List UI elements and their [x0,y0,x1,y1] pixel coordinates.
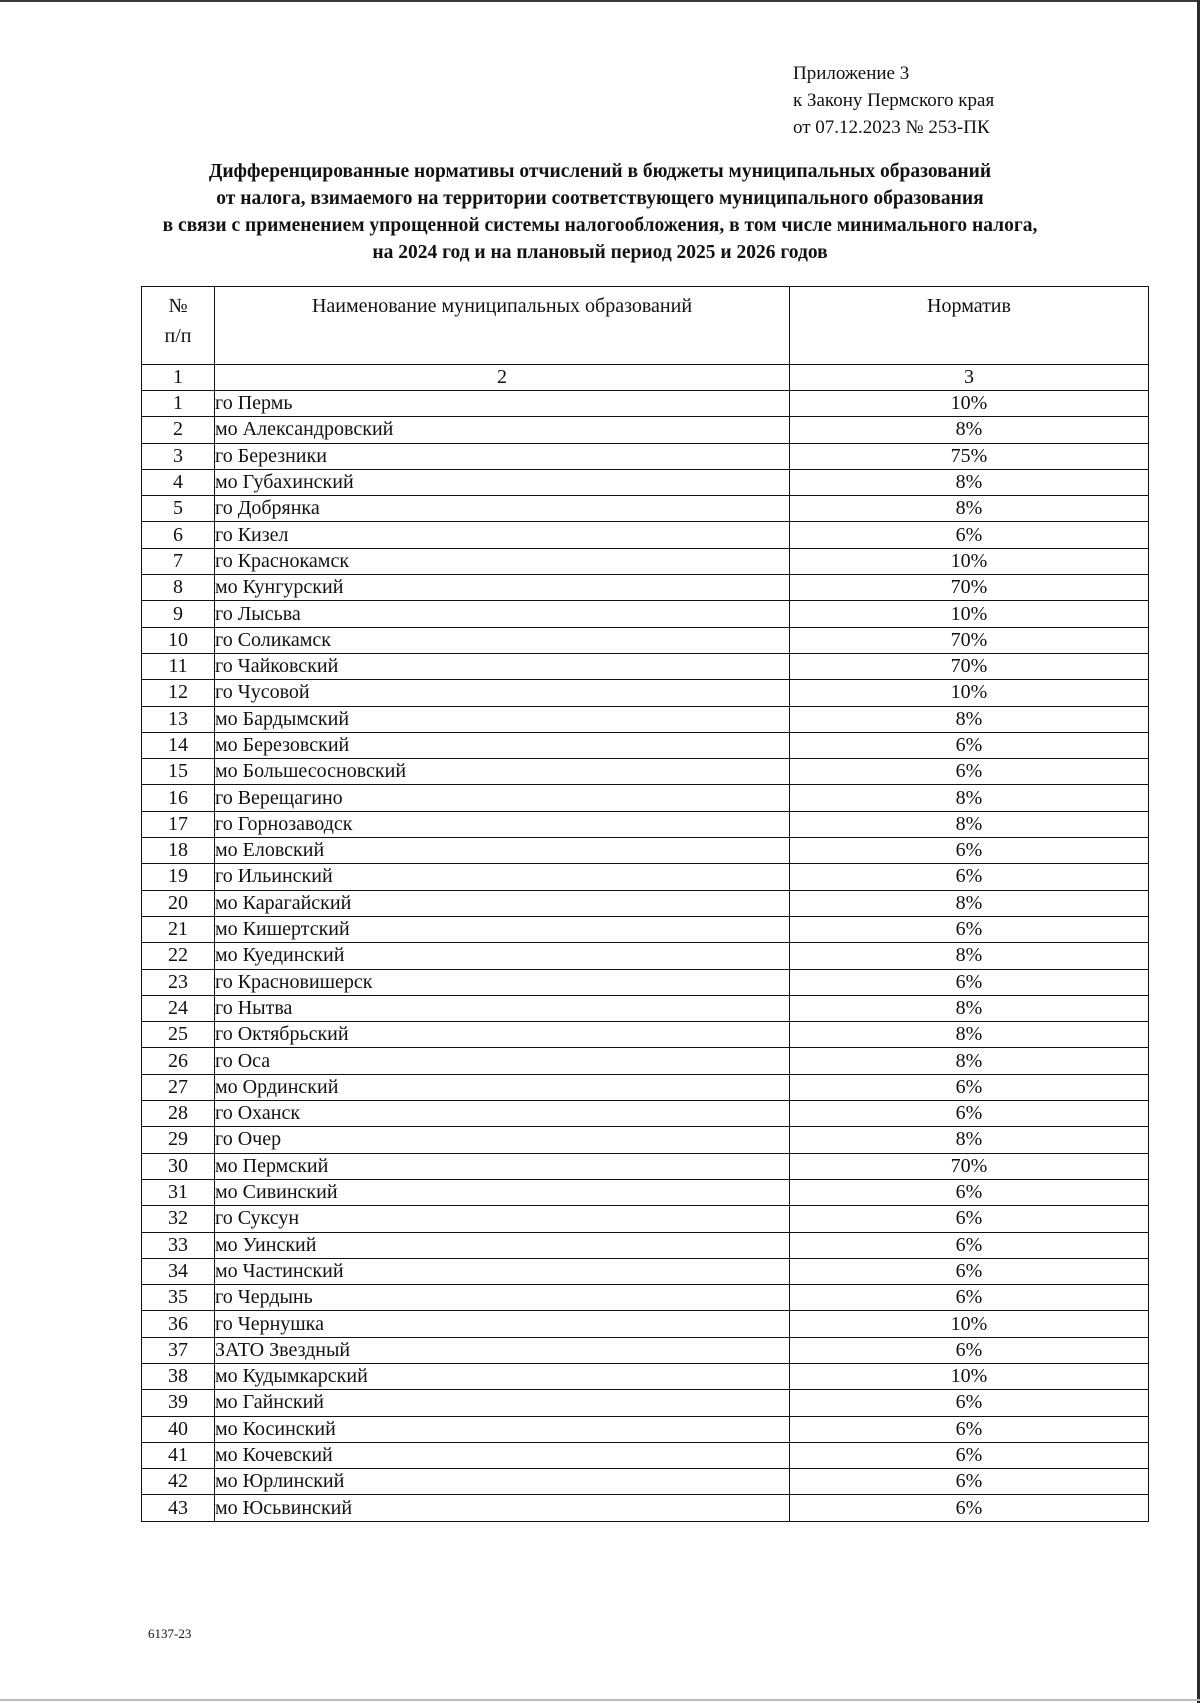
table-row [142,548,1149,574]
table-row [142,1074,1149,1100]
table-row [142,1285,1149,1311]
municipality-name: го Суксун [215,1206,790,1232]
norm-value: 6% [790,522,1149,548]
municipality-name: го Чернушка [215,1311,790,1337]
municipality-name: го Соликамск [215,627,790,653]
norm-value: 8% [790,417,1149,443]
norm-value: 6% [790,759,1149,785]
row-number: 2 [142,417,215,443]
row-number: 7 [142,548,215,574]
norm-value: 6% [790,969,1149,995]
municipality-name: мо Бардымский [215,706,790,732]
municipality-name: мо Кудымкарский [215,1363,790,1389]
norm-value: 8% [790,995,1149,1021]
norm-value: 8% [790,706,1149,732]
table-row [142,627,1149,653]
municipality-name: мо Куединский [215,943,790,969]
norm-value: 6% [790,732,1149,758]
norm-value: 8% [790,943,1149,969]
norm-value: 8% [790,1127,1149,1153]
document-code: 6137-23 [148,1626,192,1641]
row-number: 37 [142,1337,215,1363]
row-number: 3 [142,443,215,469]
municipality-name: мо Уинский [215,1232,790,1258]
row-number: 17 [142,811,215,837]
row-number: 18 [142,838,215,864]
row-number: 22 [142,943,215,969]
row-number: 33 [142,1232,215,1258]
norm-value: 10% [790,680,1149,706]
municipality-name: го Краснокамск [215,548,790,574]
table-row [142,838,1149,864]
row-number: 1 [142,391,215,417]
table-row [142,522,1149,548]
municipality-name: го Нытва [215,995,790,1021]
row-number: 35 [142,1285,215,1311]
norm-value: 70% [790,653,1149,679]
row-number: 13 [142,706,215,732]
norm-value: 6% [790,1469,1149,1495]
table-row [142,1311,1149,1337]
row-number: 34 [142,1258,215,1284]
row-number: 31 [142,1179,215,1205]
table-row [142,1442,1149,1468]
table-row [142,732,1149,758]
scan-edge-top [0,0,1200,2]
row-number: 40 [142,1416,215,1442]
municipality-name: мо Пермский [215,1153,790,1179]
norms-table [141,286,1149,1522]
norm-value: 70% [790,575,1149,601]
column-number-row [142,365,1149,391]
title-line-3: в связи с применением упрощенной системы налогообложения, в том числе минимального налога, [162,215,1038,236]
municipality-name: мо Кишертский [215,916,790,942]
table-row [142,969,1149,995]
municipality-name: го Кизел [215,522,790,548]
table-row [142,1048,1149,1074]
column-number-2: 2 [215,365,790,391]
table-row [142,943,1149,969]
norm-value: 8% [790,811,1149,837]
norm-value: 6% [790,1101,1149,1127]
row-number: 24 [142,995,215,1021]
row-number: 19 [142,864,215,890]
municipality-name: го Пермь [215,391,790,417]
municipality-name: мо Кочевский [215,1442,790,1468]
table-row [142,1127,1149,1153]
table-row [142,391,1149,417]
norm-value: 10% [790,391,1149,417]
title-line-4: на 2024 год и на плановый период 2025 и 2026 годов [372,242,828,263]
municipality-name: го Чердынь [215,1285,790,1311]
row-number: 26 [142,1048,215,1074]
table-row [142,811,1149,837]
municipality-name: мо Александровский [215,417,790,443]
norm-value: 10% [790,601,1149,627]
municipality-name: мо Частинский [215,1258,790,1284]
table-header-row [142,287,1149,365]
norm-value: 6% [790,1390,1149,1416]
norm-value: 70% [790,1153,1149,1179]
row-number: 9 [142,601,215,627]
municipality-name: мо Юрлинский [215,1469,790,1495]
norm-value: 75% [790,443,1149,469]
table-row [142,1022,1149,1048]
row-number: 27 [142,1074,215,1100]
table-row [142,1416,1149,1442]
document-title [100,158,1100,266]
norm-value: 6% [790,1258,1149,1284]
table-row [142,575,1149,601]
norm-value: 8% [790,469,1149,495]
table-row [142,706,1149,732]
norm-value: 10% [790,548,1149,574]
table-row [142,785,1149,811]
norm-value: 10% [790,1311,1149,1337]
norm-value: 8% [790,890,1149,916]
table-row [142,1179,1149,1205]
row-number: 41 [142,1442,215,1468]
table-row [142,496,1149,522]
header-number [142,287,215,365]
norm-value: 8% [790,1048,1149,1074]
table-row [142,1206,1149,1232]
row-number: 14 [142,732,215,758]
municipality-name: го Октябрьский [215,1022,790,1048]
row-number: 25 [142,1022,215,1048]
norm-value: 6% [790,1074,1149,1100]
municipality-name: мо Карагайский [215,890,790,916]
row-number: 38 [142,1363,215,1389]
municipality-name: го Оса [215,1048,790,1074]
norm-value: 6% [790,1285,1149,1311]
appendix-line-1: Приложение 3 [793,63,910,84]
table-row [142,916,1149,942]
row-number: 28 [142,1101,215,1127]
municipality-name: го Красновишерск [215,969,790,995]
table-row [142,680,1149,706]
table-row [142,443,1149,469]
norm-value: 70% [790,627,1149,653]
title-line-1: Дифференцированные нормативы отчислений в бюджеты муниципальных образований [208,161,992,182]
municipality-name: го Ильинский [215,864,790,890]
municipality-name: мо Гайнский [215,1390,790,1416]
appendix-line-2: к Закону Пермского края [793,90,995,111]
table-row [142,1258,1149,1284]
norm-value: 8% [790,1022,1149,1048]
norm-value: 6% [790,916,1149,942]
municipality-name: го Очер [215,1127,790,1153]
table-row [142,1390,1149,1416]
municipality-name: мо Сивинский [215,1179,790,1205]
norm-value: 6% [790,1416,1149,1442]
municipality-name: ЗАТО Звездный [215,1337,790,1363]
municipality-name: го Добрянка [215,496,790,522]
row-number: 6 [142,522,215,548]
table-row [142,890,1149,916]
municipality-name: го Березники [215,443,790,469]
row-number: 36 [142,1311,215,1337]
table-row [142,759,1149,785]
table-row [142,417,1149,443]
row-number: 42 [142,1469,215,1495]
row-number: 4 [142,469,215,495]
norm-value: 6% [790,1337,1149,1363]
norm-value: 8% [790,496,1149,522]
row-number: 8 [142,575,215,601]
row-number: 30 [142,1153,215,1179]
row-number: 11 [142,653,215,679]
municipality-name: мо Юсьвинский [215,1495,790,1521]
norm-value: 6% [790,1232,1149,1258]
appendix-note [793,60,994,141]
scan-edge-bottom [0,1699,1200,1701]
municipality-name: мо Березовский [215,732,790,758]
title-line-2: от налога, взимаемого на территории соответствующего муниципального образования [216,188,984,209]
municipality-name: мо Кунгурский [215,575,790,601]
column-number-1: 1 [142,365,215,391]
row-number: 16 [142,785,215,811]
table-row [142,1232,1149,1258]
table-row [142,1101,1149,1127]
column-number-3: 3 [790,365,1149,391]
table-row [142,1153,1149,1179]
municipality-name: мо Ординский [215,1074,790,1100]
table-row [142,601,1149,627]
municipality-name: го Верещагино [215,785,790,811]
header-name: Наименование муниципальных образований [215,287,790,365]
row-number: 29 [142,1127,215,1153]
norm-value: 6% [790,1179,1149,1205]
table-row [142,469,1149,495]
norm-value: 6% [790,838,1149,864]
row-number: 5 [142,496,215,522]
table-row [142,864,1149,890]
table-row [142,653,1149,679]
table-row [142,1363,1149,1389]
municipality-name: мо Еловский [215,838,790,864]
table-row [142,995,1149,1021]
table-body [142,391,1149,1522]
row-number: 23 [142,969,215,995]
table-row [142,1337,1149,1363]
municipality-name: го Лысьва [215,601,790,627]
norm-value: 6% [790,1495,1149,1521]
norm-value: 10% [790,1363,1149,1389]
row-number: 10 [142,627,215,653]
row-number: 32 [142,1206,215,1232]
row-number: 15 [142,759,215,785]
appendix-line-3: от 07.12.2023 № 253-ПК [793,117,990,138]
norm-value: 6% [790,864,1149,890]
row-number: 39 [142,1390,215,1416]
header-number-line-1: № [168,295,188,317]
header-norm: Норматив [790,287,1149,365]
municipality-name: го Чусовой [215,680,790,706]
municipality-name: мо Губахинский [215,469,790,495]
municipality-name: го Чайковский [215,653,790,679]
table-row [142,1495,1149,1521]
norm-value: 6% [790,1442,1149,1468]
norm-value: 8% [790,785,1149,811]
row-number: 20 [142,890,215,916]
norm-value: 6% [790,1206,1149,1232]
row-number: 21 [142,916,215,942]
municipality-name: го Оханск [215,1101,790,1127]
municipality-name: мо Косинский [215,1416,790,1442]
municipality-name: го Горнозаводск [215,811,790,837]
row-number: 43 [142,1495,215,1521]
table-row [142,1469,1149,1495]
header-number-line-2: п/п [164,325,192,347]
row-number: 12 [142,680,215,706]
municipality-name: мо Большесосновский [215,759,790,785]
